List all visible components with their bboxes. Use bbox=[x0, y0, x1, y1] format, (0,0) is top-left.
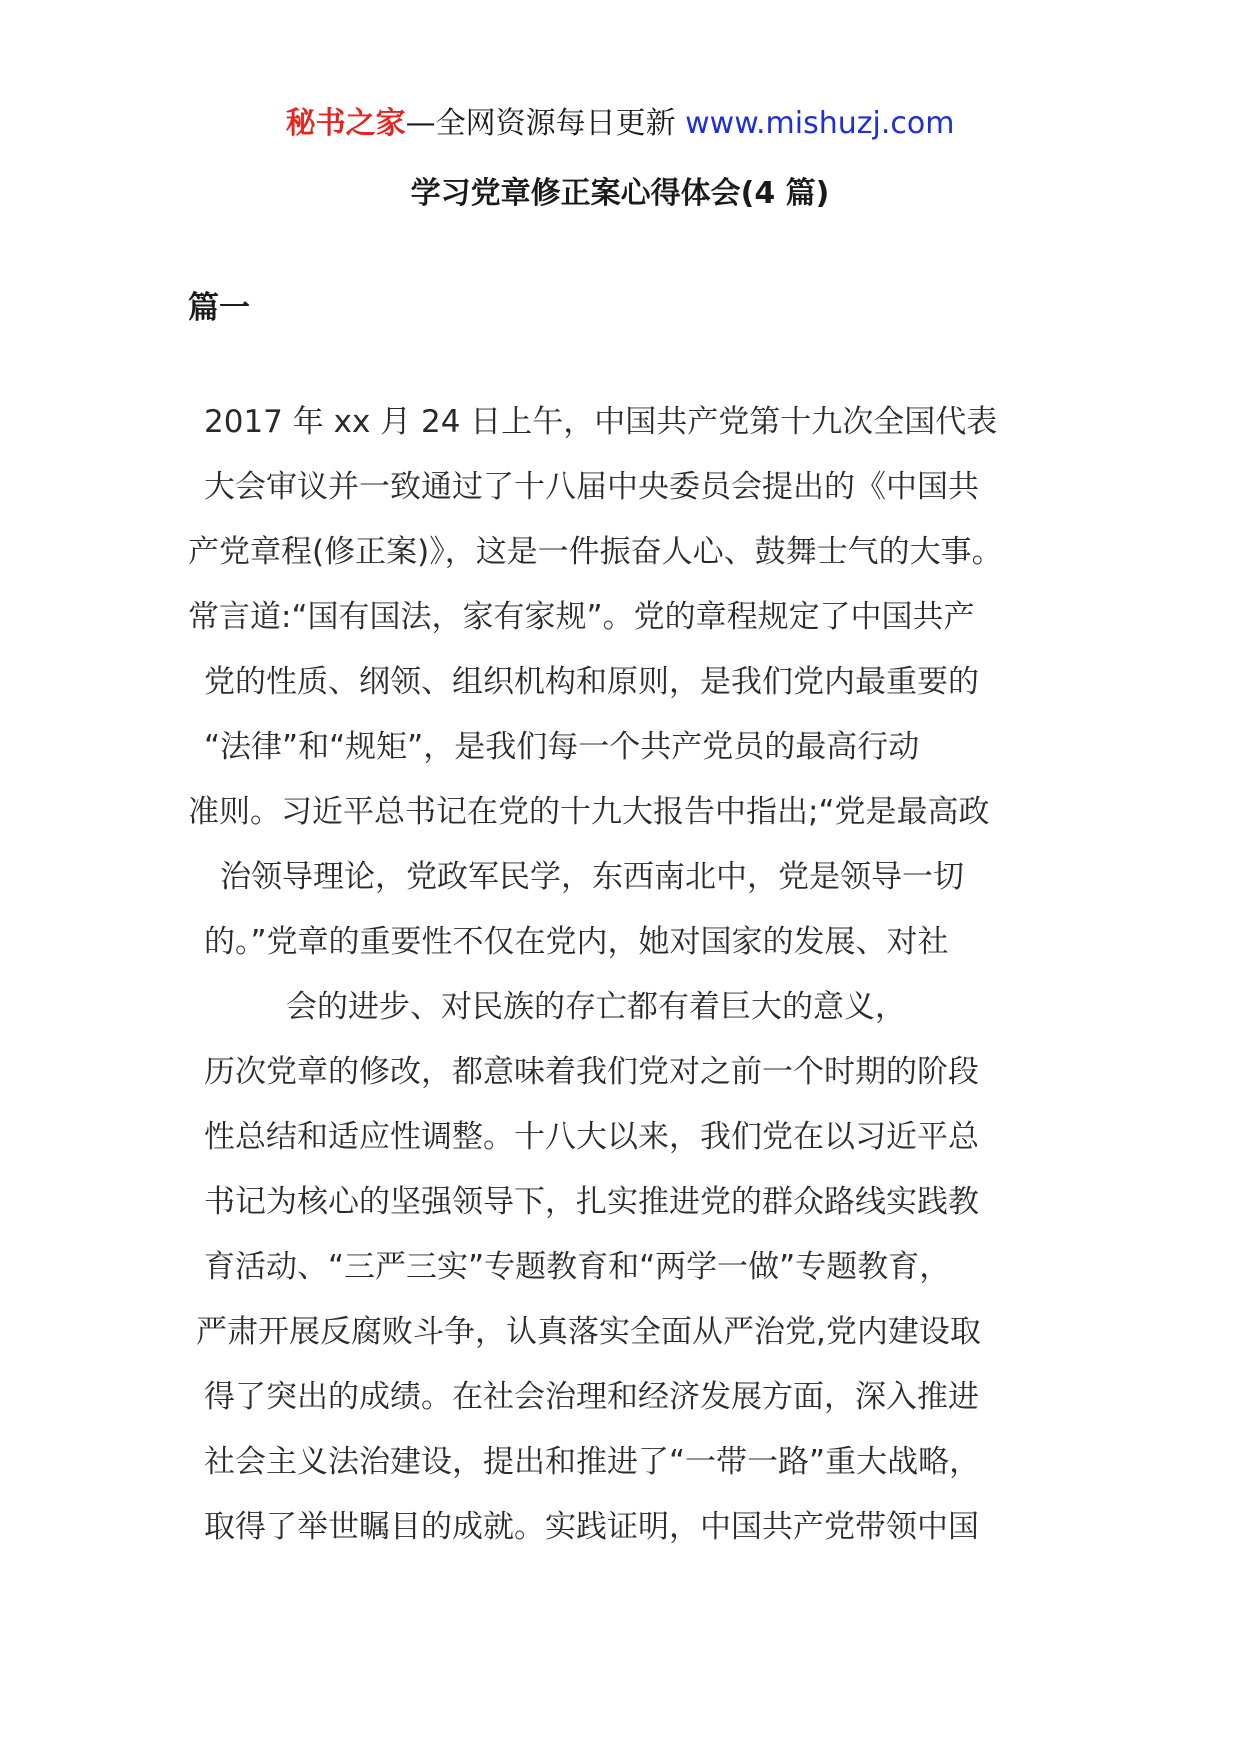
document-title: 学习党章修正案心得体会(4 篇) bbox=[410, 176, 830, 211]
site-header bbox=[0, 102, 1240, 146]
brand-name: 秘书之家 bbox=[285, 106, 406, 141]
text-line: 治领导理论，党政军民学，东西南北中，党是领导一切 bbox=[220, 859, 964, 895]
text-line: 严肃开展反腐败斗争，认真落实全面从严治党,党内建设取 bbox=[196, 1314, 981, 1350]
site-url-link[interactable]: www.mishuzj.com bbox=[685, 106, 955, 141]
body-paragraph bbox=[0, 390, 1240, 1560]
text-line: 党的性质、纲领、组织机构和原则，是我们党内最重要的 bbox=[204, 664, 979, 700]
text-line: 育活动、“三严三实”专题教育和“两学一做”专题教育， bbox=[204, 1249, 951, 1285]
text-line: 产党章程(修正案)》，这是一件振奋人心、鼓舞士气的大事。 bbox=[188, 534, 1003, 570]
section-heading: 篇一 bbox=[188, 290, 250, 326]
text-line: “法律”和“规矩”，是我们每一个共产党员的最高行动 bbox=[204, 729, 920, 765]
text-line: 得了突出的成绩。在社会治理和经济发展方面，深入推进 bbox=[204, 1379, 979, 1415]
text-line: 取得了举世瞩目的成就。实践证明，中国共产党带领中国 bbox=[204, 1509, 979, 1545]
text-line: 社会主义法治建设，提出和推进了“一带一路”重大战略， bbox=[204, 1444, 981, 1480]
text-line: 2017 年 xx 月 24 日上午，中国共产党第十九次全国代表 bbox=[204, 404, 998, 440]
text-line: 会的进步、对民族的存亡都有着巨大的意义， bbox=[286, 989, 906, 1025]
text-line: 书记为核心的坚强领导下，扎实推进党的群众路线实践教 bbox=[204, 1184, 979, 1220]
text-line: 准则。习近平总书记在党的十九大报告中指出;“党是最高政 bbox=[188, 794, 990, 830]
text-line: 大会审议并一致通过了十八届中央委员会提出的《中国共 bbox=[204, 469, 979, 505]
text-line: 常言道:“国有国法，家有家规”。党的章程规定了中国共产 bbox=[188, 599, 975, 635]
text-line: 历次党章的修改，都意味着我们党对之前一个时期的阶段 bbox=[204, 1054, 979, 1090]
header-tagline: —全网资源每日更新 bbox=[405, 106, 676, 141]
text-line: 性总结和适应性调整。十八大以来，我们党在以习近平总 bbox=[204, 1119, 979, 1155]
text-line: 的。”党章的重要性不仅在党内，她对国家的发展、对社 bbox=[204, 924, 949, 960]
